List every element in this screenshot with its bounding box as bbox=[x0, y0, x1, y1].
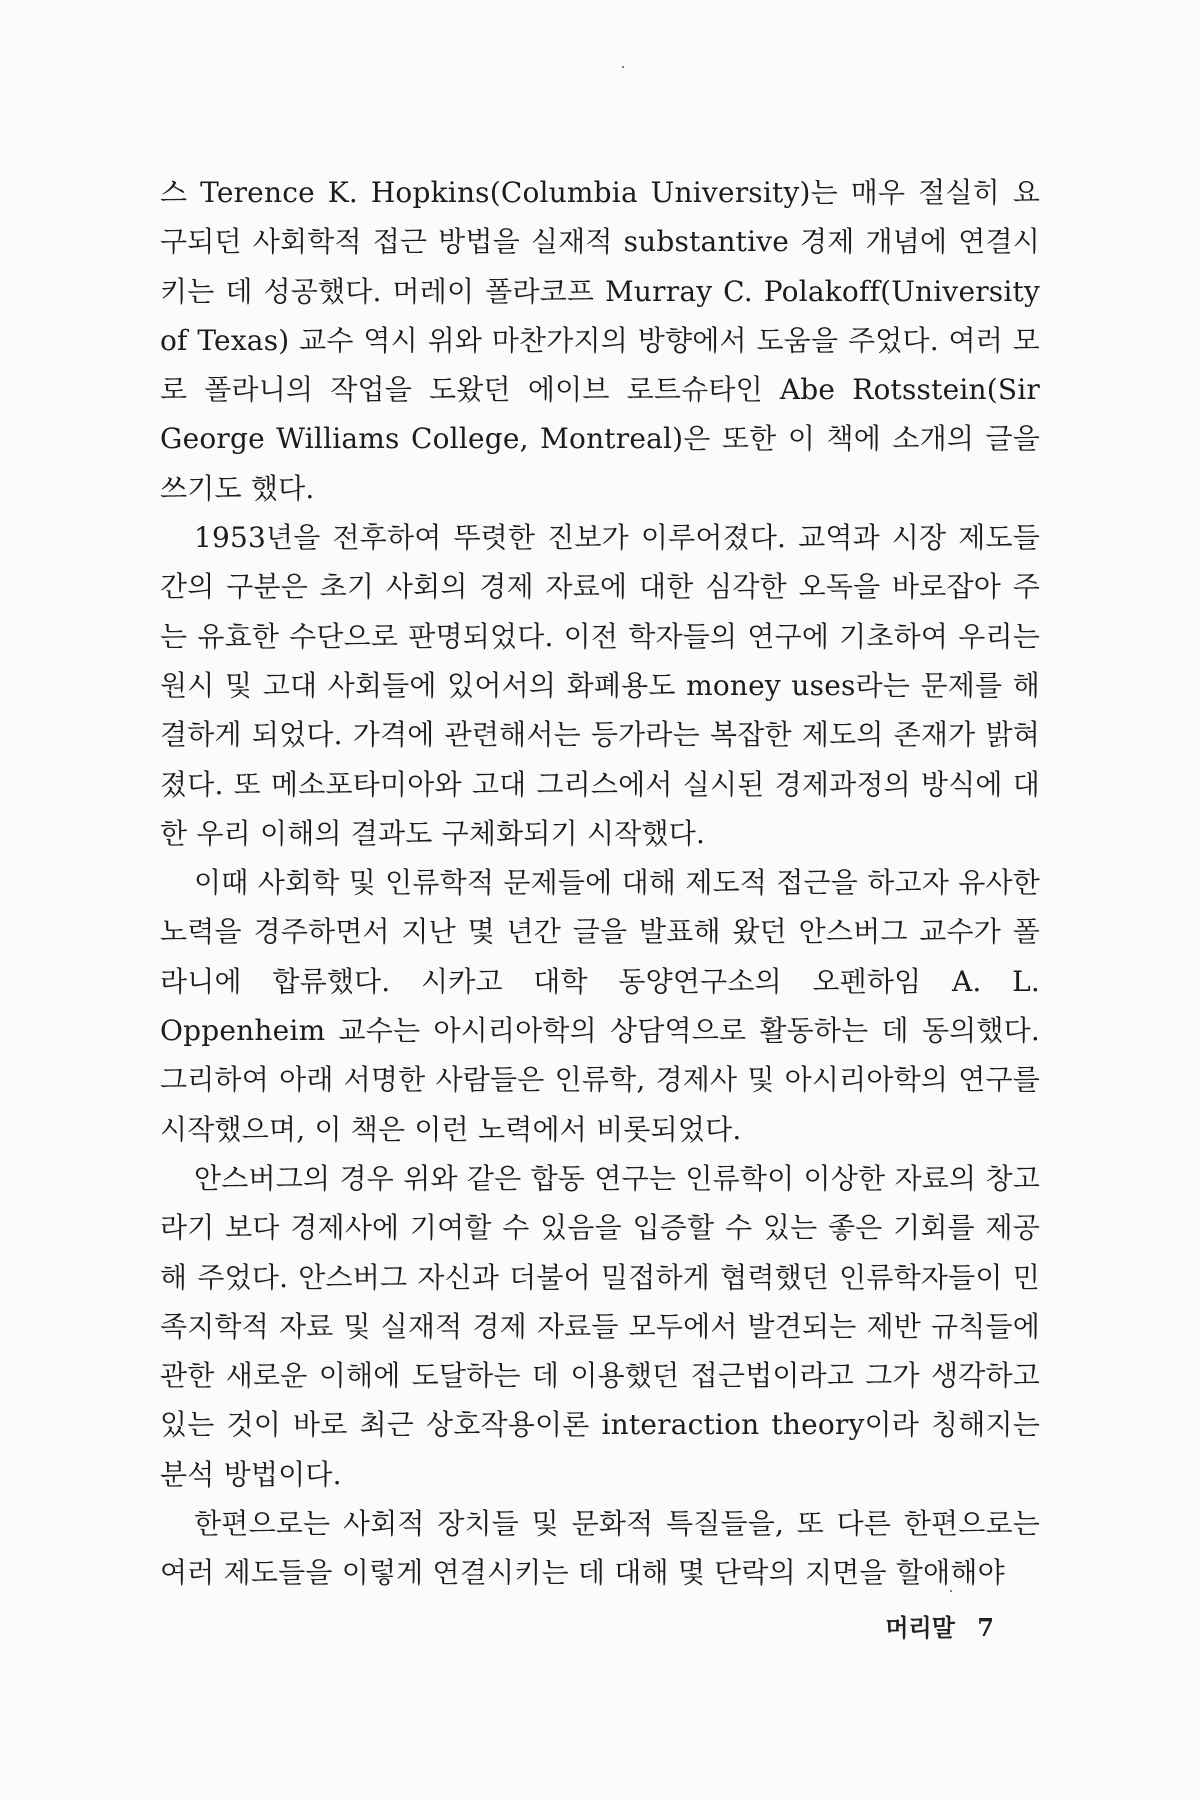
scan-speck bbox=[622, 66, 624, 68]
page-number: 7 bbox=[977, 1613, 994, 1642]
page-footer bbox=[885, 1608, 994, 1643]
paragraph-1: 스 Terence K. Hopkins(Columbia University)는 매우 절실히 요구되던 사회학적 접근 방법을 실재적 substantive 경제 개념에 연결시키는 데 성공했다. 머레이 폴라코프 Murray C. Polakoff(University of Texas) 교수 역시 위와 마찬가지의 방향에서 도움을 주었다. 여러 모로 폴라니의 작업을 도왔던 에이브 로트슈타인 Abe Rotsstein(Sir George Williams College, Montreal)은 또한 이 책에 소개의 글을 쓰기도 했다. bbox=[160, 176, 1040, 505]
body-text bbox=[160, 168, 1040, 1598]
paragraph-5: 한편으로는 사회적 장치들 및 문화적 특질들을, 또 다른 한편으로는 여러 제도들을 이렇게 연결시키는 데 대해 몇 단락의 지면을 할애해야 bbox=[160, 1507, 1040, 1590]
paragraph-3: 이때 사회학 및 인류학적 문제들에 대해 제도적 접근을 하고자 유사한 노력을 경주하면서 지난 몇 년간 글을 발표해 왔던 안스버그 교수가 폴라니에 합류했다. 시카고 대학 동양연구소의 오펜하임 A. L. Oppenheim 교수는 아시리아학의 상담역으로 활동하는 데 동의했다. 그리하여 아래 서명한 사람들은 인류학, 경제사 및 아시리아학의 연구를 시작했으며, 이 책은 이런 노력에서 비롯되었다. bbox=[160, 866, 1040, 1146]
paragraph-4: 안스버그의 경우 위와 같은 합동 연구는 인류학이 이상한 자료의 창고라기 보다 경제사에 기여할 수 있음을 입증할 수 있는 좋은 기회를 제공해 주었다. 안스버그 자신과 더불어 밀접하게 협력했던 인류학자들이 민족지학적 자료 및 실재적 경제 자료들 모두에서 발견되는 제반 규칙들에 관한 새로운 이해에 도달하는 데 이용했던 접근법이라고 그가 생각하고 있는 것이 바로 최근 상호작용이론 interaction theory이라 칭해지는 분석 방법이다. bbox=[160, 1161, 1040, 1491]
running-title: 머리말 bbox=[885, 1614, 955, 1642]
paragraph-2: 1953년을 전후하여 뚜렷한 진보가 이루어졌다. 교역과 시장 제도들 간의 구분은 초기 사회의 경제 자료에 대한 심각한 오독을 바로잡아 주는 유효한 수단으로 판명되었다. 이전 학자들의 연구에 기초하여 우리는 원시 및 고대 사회들에 있어서의 화폐용도 money uses라는 문제를 해결하게 되었다. 가격에 관련해서는 등가라는 복잡한 제도의 존재가 밝혀졌다. 또 메소포타미아와 고대 그리스에서 실시된 경제과정의 방식에 대한 우리 이해의 결과도 구체화되기 시작했다. bbox=[160, 521, 1040, 850]
